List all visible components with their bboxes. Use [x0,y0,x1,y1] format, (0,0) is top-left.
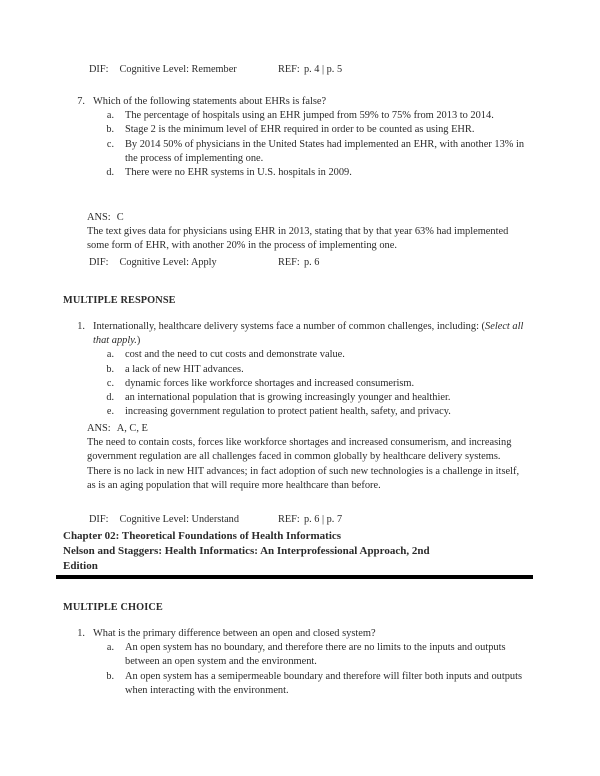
question-7-stem-row [70,95,525,109]
question-7-option-b [70,123,525,137]
option-letter: b. [106,670,114,682]
dif-value: Cognitive Level: Apply [119,257,217,268]
option-text: An open system has a semipermeable boundary and therefore will filter both inputs and outputs when interacting with the environment. [125,670,523,696]
answer-heading [87,211,524,225]
answer-letters: C [116,212,124,223]
question-7-option-c [70,138,525,166]
header-divider-rule [56,575,533,579]
question-mc-1-stem-row [70,627,525,641]
option-text: increasing government regulation to protect patient health, safety, and privacy. [125,406,451,418]
section-heading-multiple-choice: MULTIPLE CHOICE [63,602,163,613]
question-7 [70,95,525,180]
question-mr-1 [70,320,525,419]
answer-rationale: The text gives data for physicians using EHR in 2013, stating that by that year 63% had implemented some form of EHR, with another 20% in the process of implementing one. [87,226,509,252]
option-text: The percentage of hospitals using an EHR jumped from 59% to 75% from 2013 to 2014. [125,110,494,122]
answer-block-7 [87,211,524,254]
dif-ref-line-3 [89,513,343,526]
option-letter: d. [106,392,114,404]
option-text: an international population that is growing increasingly younger and healthier. [125,392,451,404]
option-text: An open system has no boundary, and therefore there are no limits to the inputs and outputs between an open system and the environment. [125,642,506,668]
ref-value: p. 6 | p. 7 [304,514,343,525]
answer-label: ANS: [87,423,111,434]
question-mc-1-option-a [70,641,525,669]
question-mr-1-option-a [70,348,525,362]
section-heading-multiple-response: MULTIPLE RESPONSE [63,295,176,306]
question-mc-1-stem: What is the primary difference between an open and closed system? [93,628,376,639]
question-mc-1 [70,627,525,698]
answer-rationale: The need to contain costs, forces like workforce shortages and increased consumerism, and increasing government regulation are all challenges faced in common globally by healthcare delivery systems. There is no lack in new HIT advances; in fact adoption of such new technologies is a challenge in itself, as is an aging population that will require more healthcare than before. [87,437,520,491]
chapter-book-line-1: Nelson and Staggers: Health Informatics: An Interprofessional Approach, 2nd [63,544,430,557]
ref-value: p. 6 [304,257,320,268]
stem-part-1: Internationally, healthcare delivery systems face a number of common challenges, including: ( [93,321,486,332]
dif-label: DIF: [89,257,109,268]
dif-value: Cognitive Level: Remember [119,64,237,75]
ref-label: REF: [278,64,300,75]
question-mr-1-number: 1. [77,321,85,332]
option-letter: b. [106,124,114,136]
question-7-number: 7. [77,96,85,107]
dif-value: Cognitive Level: Understand [119,514,239,525]
question-mr-1-option-e [70,405,525,419]
question-mr-1-option-b [70,363,525,377]
option-text: Stage 2 is the minimum level of EHR required in order to be counted as using EHR. [125,124,475,136]
dif-label: DIF: [89,514,109,525]
question-7-option-a [70,109,525,123]
option-letter: a. [106,349,114,361]
dif-ref-line-2 [89,256,320,269]
option-text: By 2014 50% of physicians in the United States had implemented an EHR, with another 13% in the process of implementing one. [125,138,525,164]
question-mc-1-number: 1. [77,628,85,639]
option-text: a lack of new HIT advances. [125,363,244,375]
question-mr-1-option-d [70,391,525,405]
option-letter: b. [106,363,114,375]
option-letter: c. [106,377,114,389]
option-letter: c. [106,138,114,150]
dif-label: DIF: [89,64,109,75]
stem-part-2: ) [136,335,141,347]
answer-block-mr-1 [87,422,524,493]
chapter-header [63,529,533,573]
chapter-title: Chapter 02: Theoretical Foundations of Health Informatics [63,530,342,542]
question-7-option-d [70,166,525,180]
option-text: There were no EHR systems in U.S. hospitals in 2009. [125,167,352,179]
option-text: dynamic forces like workforce shortages and increased consumerism. [125,377,415,389]
question-mc-1-option-b [70,670,525,698]
question-mr-1-stem-row [70,320,525,348]
question-7-stem: Which of the following statements about EHRs is false? [93,96,327,107]
option-letter: e. [106,406,114,418]
option-letter: d. [106,167,114,179]
answer-letters: A, C, E [116,423,148,434]
question-mr-1-option-c [70,377,525,391]
stem-italic-instruction: Select all that apply. [93,321,524,347]
answer-heading [87,422,524,436]
dif-ref-line-1 [89,63,343,76]
question-mr-1-stem [93,320,525,348]
ref-label: REF: [278,257,300,268]
option-letter: a. [106,642,114,654]
chapter-book-line-2: Edition [63,559,98,572]
ref-value: p. 4 | p. 5 [304,64,343,75]
answer-label: ANS: [87,212,111,223]
ref-label: REF: [278,514,300,525]
option-text: cost and the need to cut costs and demonstrate value. [125,349,345,361]
option-letter: a. [106,110,114,122]
